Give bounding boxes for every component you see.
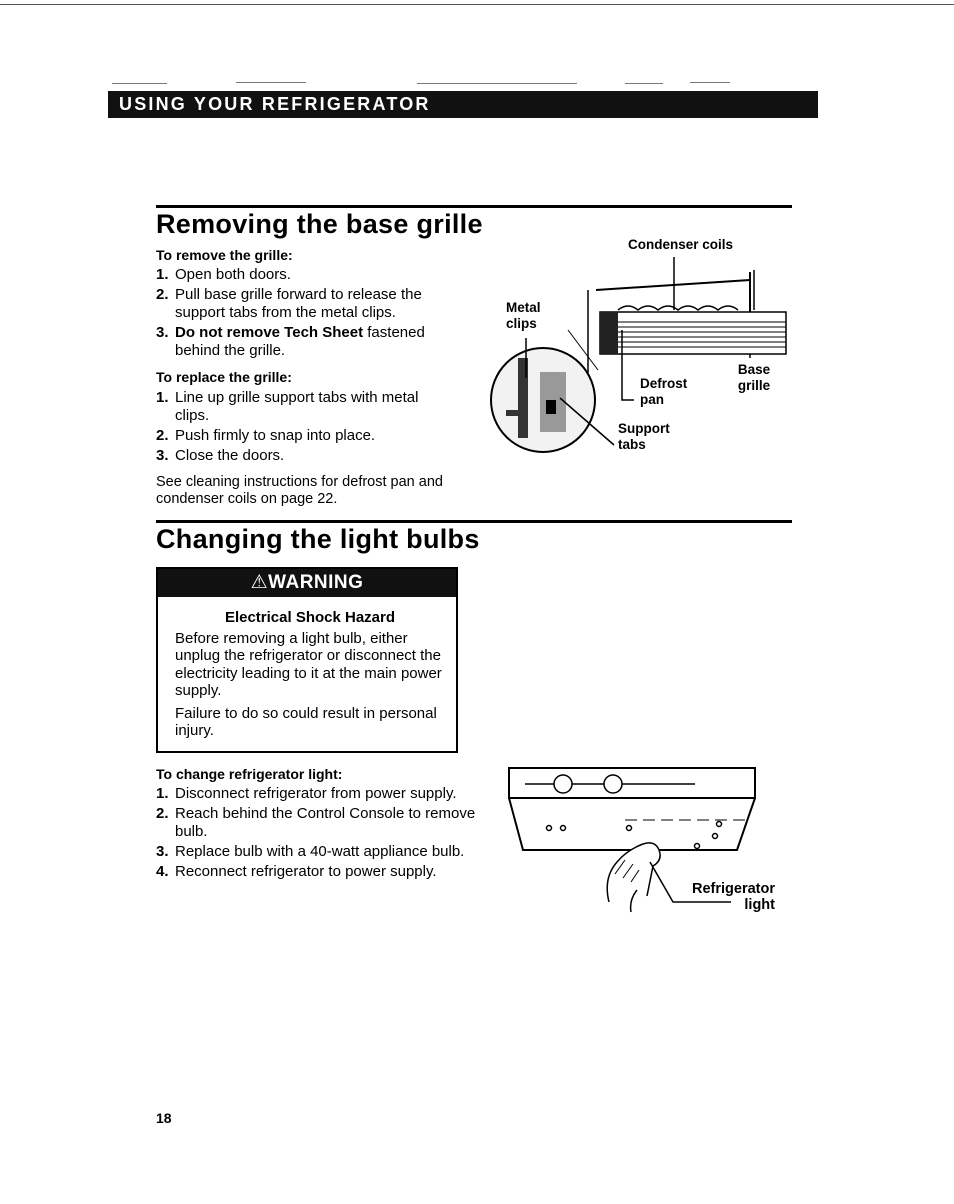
list-item: 4. Reconnect refrigerator to power supply. <box>156 863 437 880</box>
list-item: 3. Do not remove Tech Sheet fastened behind the grille. <box>156 324 425 359</box>
hazard-title: Electrical Shock Hazard <box>224 609 396 626</box>
warning-box <box>156 567 458 753</box>
warning-label: WARNING <box>268 572 364 593</box>
list-item: 1. Open both doors. <box>156 266 291 283</box>
remove-grille-heading: To remove the grille: <box>156 247 293 263</box>
label-base-grille: Base grille <box>737 362 771 393</box>
header-dash <box>417 83 577 84</box>
section-rule <box>156 205 792 208</box>
change-light-steps <box>156 785 486 883</box>
base-grille-title: Removing the base grille <box>156 209 483 239</box>
label-support-tabs: Support tabs <box>618 421 670 452</box>
replace-grille-heading: To replace the grille: <box>156 369 292 385</box>
section-rule <box>156 520 792 523</box>
list-item: 2. Reach behind the Control Console to remove bulb. <box>156 805 476 840</box>
warning-text: Before removing a light bulb, either unplug the refrigerator or disconnect the electricity leading to it at the main power supply. <box>175 629 442 699</box>
warning-text: Failure to do so could result in personal injury. <box>175 704 437 739</box>
list-item: 3. Close the doors. <box>156 447 285 464</box>
cleaning-note: See cleaning instructions for defrost pan and condenser coils on page 22. <box>156 474 443 507</box>
label-defrost-pan: Defrost pan <box>640 376 688 407</box>
list-item: 3. Replace bulb with a 40-watt appliance bulb. <box>156 843 465 860</box>
change-light-heading: To change refrigerator light: <box>156 766 343 782</box>
warning-body <box>175 609 445 745</box>
warning-triangle-icon: ⚠ <box>250 572 269 593</box>
header-dash <box>625 83 663 84</box>
section-header: USING YOUR REFRIGERATOR <box>108 91 818 118</box>
top-border-line <box>0 4 954 5</box>
list-item: 2. Pull base grille forward to release the support tabs from the metal clips. <box>156 286 422 321</box>
remove-grille-steps <box>156 266 456 362</box>
replace-grille-steps <box>156 389 456 467</box>
label-refrigerator-light: Refrigerator light <box>692 881 775 913</box>
list-item: 1. Disconnect refrigerator from power supply. <box>156 785 457 802</box>
label-metal-clips: Metal clips <box>506 300 541 331</box>
label-condenser-coils: Condenser coils <box>628 237 734 252</box>
header-dash <box>236 82 306 83</box>
list-item: 2. Push firmly to snap into place. <box>156 427 376 444</box>
light-bulbs-title: Changing the light bulbs <box>156 524 480 554</box>
list-item: 1. Line up grille support tabs with metal clips. <box>156 389 419 424</box>
header-dash <box>112 83 167 84</box>
warning-header <box>158 569 456 597</box>
page-number: 18 <box>156 1110 172 1126</box>
header-dash <box>690 82 730 83</box>
